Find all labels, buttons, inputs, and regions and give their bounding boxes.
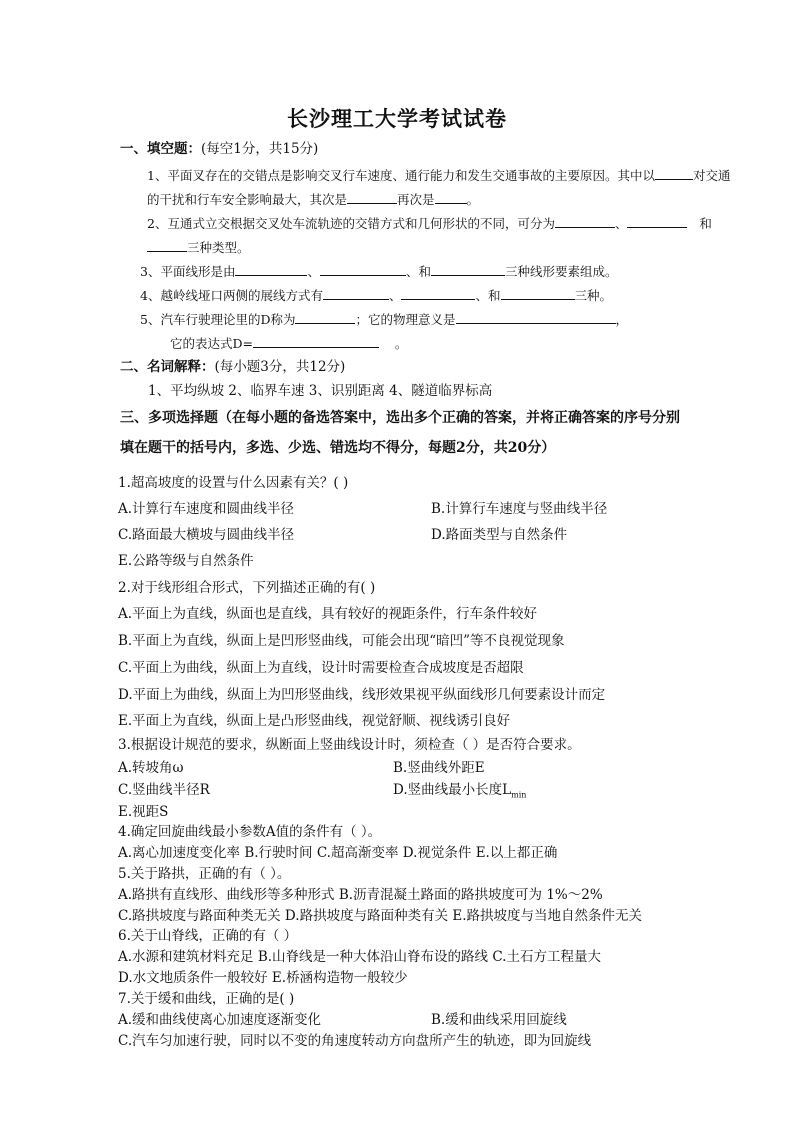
fill-q2-text-c: 三种类型。 (187, 240, 250, 255)
fill-q4-sep: 、 (388, 288, 402, 303)
fill-q4-text-b: 三种。 (574, 288, 613, 303)
section-2-note: (每小题3分，共12分) (214, 359, 346, 375)
mc-q7-option-a: A.缓和曲线使离心加速度逐渐变化 (118, 1012, 322, 1028)
mc-q1: 1.超高坡度的设置与什么因素有关？( ) (118, 475, 349, 491)
fill-q1-text-c: 的干扰和行车安全影响最大，其次是 (147, 192, 348, 207)
fill-q2-text-b: 和 (699, 216, 712, 231)
blank (456, 311, 616, 324)
fill-q3-text-b: 三种线形要素组成。 (505, 264, 618, 279)
mc-q2-option-d: D.平面上为曲线，纵面上为凹形竖曲线，线形效果视平纵面线形几何要素设计而定 (118, 687, 606, 703)
fill-q2-text-a: 2、互通式立交根据交叉处车流轨迹的交错方式和几何形状的不同，可分为 (147, 216, 555, 231)
mc-q6-options-1: A.水源和建筑材料充足 B.山脊线是一种大体沿山脊布设的路线 C.土石方工程量大 (118, 949, 601, 965)
blank (401, 287, 475, 300)
section-2-heading (120, 359, 345, 375)
fill-q1-text-a: 1、平面叉存在的交错点是影响交叉行车速度、通行能力和发生交通事故的主要原因。其中以 (147, 168, 655, 183)
blank (320, 263, 406, 276)
mc-q7-option-c: C.汽车匀加速行驶，同时以不变的角速度转动方向盘所产生的轨迹，即为回旋线 (118, 1033, 592, 1049)
section-2-title: 二、名词解释： (120, 359, 215, 375)
fill-q1-text-d: 再次是 (397, 192, 435, 207)
blank (627, 215, 687, 228)
fill-q5-text-d: 它的表达式D= (170, 336, 253, 351)
section-3-heading-line1: 三、多项选择题（在每小题的备选答案中，选出多个正确的答案，并将正确答案的序号分别 (120, 410, 680, 426)
mc-q1-option-a: A.计算行车速度和圆曲线半径 (118, 501, 295, 517)
fill-q1-line2 (147, 191, 479, 208)
mc-q4-options: A.离心加速度变化率 B.行驶时间 C.超高渐变率 D.视觉条件 E.以上都正确 (118, 845, 558, 861)
fill-q1-text-e: 。 (466, 192, 480, 207)
mc-q2-option-c: C.平面上为曲线，纵面上为直线，设计时需要检查合成坡度是否超限 (118, 660, 524, 676)
terms-list: 1、平均纵坡 2、临界车速 3、识别距离 4、隧道临界标高 (148, 383, 493, 399)
blank (147, 239, 187, 252)
blank (435, 191, 467, 204)
blank (347, 191, 397, 204)
fill-q5-line1 (140, 311, 628, 328)
mc-q2-option-e: E.平面上为直线，纵面上是凸形竖曲线，视觉舒顺、视线诱引良好 (118, 713, 511, 729)
fill-q2-line2 (147, 239, 250, 256)
mc-q1-option-e: E.公路等级与自然条件 (118, 553, 254, 569)
mc-q4: 4.确定回旋曲线最小参数A值的条件有（ ）。 (118, 824, 382, 840)
fill-q2-sep: 、 (614, 216, 628, 231)
blank (253, 335, 379, 348)
section-3-heading-line2: 填在题干的括号内，多选、少选、错选均不得分，每题2分，共20分） (120, 440, 556, 456)
mc-q7: 7.关于缓和曲线，正确的是( ) (118, 991, 295, 1007)
mc-q3-option-c: C.竖曲线半径R (118, 782, 210, 798)
fill-q4-sep: 、 (475, 288, 488, 303)
mc-q2: 2.对于线形组合形式，下列描述正确的有( ) (118, 580, 376, 596)
mc-q3-option-d (393, 782, 526, 804)
fill-q3 (140, 263, 618, 280)
mc-q5: 5.关于路拱，正确的有（ ）。 (118, 866, 291, 882)
mc-q2-option-a: A.平面上为直线，纵面也是直线，具有较好的视距条件，行车条件较好 (118, 606, 538, 622)
fill-q4-text-a: 4、越岭线垭口两侧的展线方式有 (140, 288, 323, 303)
mc-q1-option-b: B.计算行车速度与竖曲线半径 (431, 501, 608, 517)
fill-q4-and: 和 (488, 288, 501, 303)
fill-q3-sep: 、 (405, 264, 419, 279)
section-1-heading (120, 141, 318, 157)
mc-q2-option-b: B.平面上为直线，纵面上是凹形竖曲线，可能会出现“暗凹”等不良视觉现象 (118, 633, 565, 649)
section-1-note: (每空1分，共15分) (201, 141, 319, 157)
fill-q5-text-e: 。 (394, 336, 408, 351)
blank (323, 287, 389, 300)
mc-q1-option-c: C.路面最大横坡与圆曲线半径 (118, 527, 295, 543)
fill-q2-line1 (147, 215, 712, 232)
fill-q1-text-b: 对交通 (692, 168, 731, 183)
mc-q3-option-a: A.转坡角ω (118, 760, 184, 776)
blank (295, 311, 355, 324)
mc-q5-options-2: C.路拱坡度与路面种类无关 D.路拱坡度与路面种类有关 E.路拱坡度与当地自然条件无关 (118, 908, 643, 924)
fill-q3-text-a: 3、平面线形是由 (140, 264, 236, 279)
mc-q7-option-b: B.缓和曲线采用回旋线 (431, 1012, 567, 1028)
fill-q1-line1 (147, 167, 730, 184)
mc-q5-options-1: A.路拱有直线形、曲线形等多种形式 B.沥青混凝土路面的路拱坡度可为 1%～2% (118, 887, 603, 903)
mc-q3: 3.根据设计规范的要求，纵断面上竖曲线设计时，须检查（ ）是否符合要求。 (118, 737, 581, 753)
fill-q5-line2 (170, 335, 407, 352)
mc-q3-option-e: E.视距S (118, 804, 169, 820)
blank (555, 215, 615, 228)
page-title: 长沙理工大学考试试卷 (287, 106, 507, 131)
fill-q3-sep: 、 (307, 264, 320, 279)
blank (431, 263, 505, 276)
blank (501, 287, 575, 300)
blank (655, 167, 693, 180)
fill-q4 (140, 287, 612, 304)
fill-q5-text-c: ， (615, 312, 629, 327)
blank (235, 263, 307, 276)
fill-q5-text-b: ；它的物理意义是 (355, 312, 456, 327)
mc-q6: 6.关于山脊线，正确的有（ ） (118, 928, 298, 944)
mc-q3-option-b: B.竖曲线外距E (393, 760, 485, 776)
fill-q5-text-a: 5、汽车行驶理论里的D称为 (140, 312, 296, 327)
mc-q3-option-d-subscript: min (511, 790, 527, 800)
mc-q1-option-d: D.路面类型与自然条件 (431, 527, 568, 543)
mc-q3-option-d-text: D.竖曲线最小长度L (393, 782, 512, 798)
section-1-title: 一、填空题： (120, 141, 201, 157)
mc-q6-options-2: D.水文地质条件一般较好 E.桥涵构造物一般较少 (118, 970, 408, 986)
fill-q3-and: 和 (418, 264, 432, 279)
